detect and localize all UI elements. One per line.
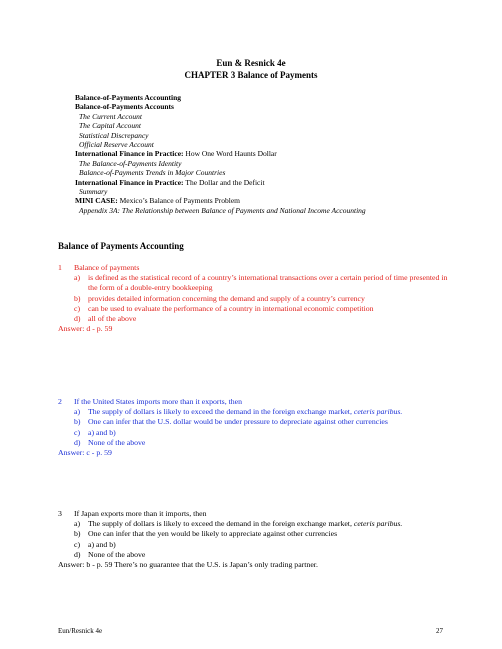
toc-item: Summary <box>79 187 108 197</box>
table-of-contents <box>75 93 366 215</box>
chapter-title: CHAPTER 3 Balance of Payments <box>184 70 318 80</box>
answer: Answer: c - p. 59 <box>58 448 112 458</box>
toc-item: Statistical Discrepancy <box>79 130 149 140</box>
section-heading: Balance of Payments Accounting <box>58 241 184 251</box>
toc-item: The Current Account <box>79 111 142 121</box>
answer: Answer: d - p. 59 <box>58 324 113 334</box>
toc-item: Appendix 3A: The Relationship between Balance of Payments and National Income Accounting <box>79 205 366 215</box>
toc-item: Official Reserve Account <box>79 140 154 150</box>
question-1: 1 Balance of payments a) is defined as the statistical record of a country’s international transactions over a certain period of time presented in the form of a double-entry bookkeeping b) provides detailed information concerning the demand and supply of a country’s currency c) can be used to evaluate the performance of a country in international economic competition d) all of the above Answer: d - p. 59 <box>58 263 458 334</box>
toc-item: The Balance-of-Payments Identity <box>79 158 182 168</box>
document-title: Eun & Resnick 4e <box>216 58 286 68</box>
toc-item: Balance-of-Payments Accounts <box>75 102 174 112</box>
toc-item: International Finance in Practice: How One Word Haunts Dollar <box>75 149 277 159</box>
toc-item: International Finance in Practice: The Dollar and the Deficit <box>75 177 265 187</box>
toc-item: Balance-of-Payments Trends in Major Countries <box>79 168 226 178</box>
answer: Answer: b - p. 59 There’s no guarantee that the U.S. is Japan’s only trading partner. <box>58 560 318 570</box>
question-3: 3 If Japan exports more than it imports, then a) The supply of dollars is likely to exceed the demand in the foreign exchange market, ceteris paribus. b) One can infer that the yen would be likely to appreciate against other currencies c) a) and b) d) None of the above Answer: b - p. 59 There’s no guarantee that the U.S. is Japan’s only trading partner. <box>58 509 458 570</box>
toc-item: The Capital Account <box>79 121 141 131</box>
question-2: 2 If the United States imports more than it exports, then a) The supply of dollars is likely to exceed the demand in the foreign exchange market, ceteris paribus. b) One can infer that the U.S. dollar would be under pressure to depreciate against other currencies c) a) and b) d) None of the above Answer: c - p. 59 <box>58 397 458 458</box>
toc-item: Balance-of-Payments Accounting <box>75 93 182 102</box>
toc-item: MINI CASE: Mexico’s Balance of Payments Problem <box>75 196 240 206</box>
page-number: 27 <box>436 627 443 635</box>
footer-left: Eun/Resnick 4e <box>58 627 103 635</box>
